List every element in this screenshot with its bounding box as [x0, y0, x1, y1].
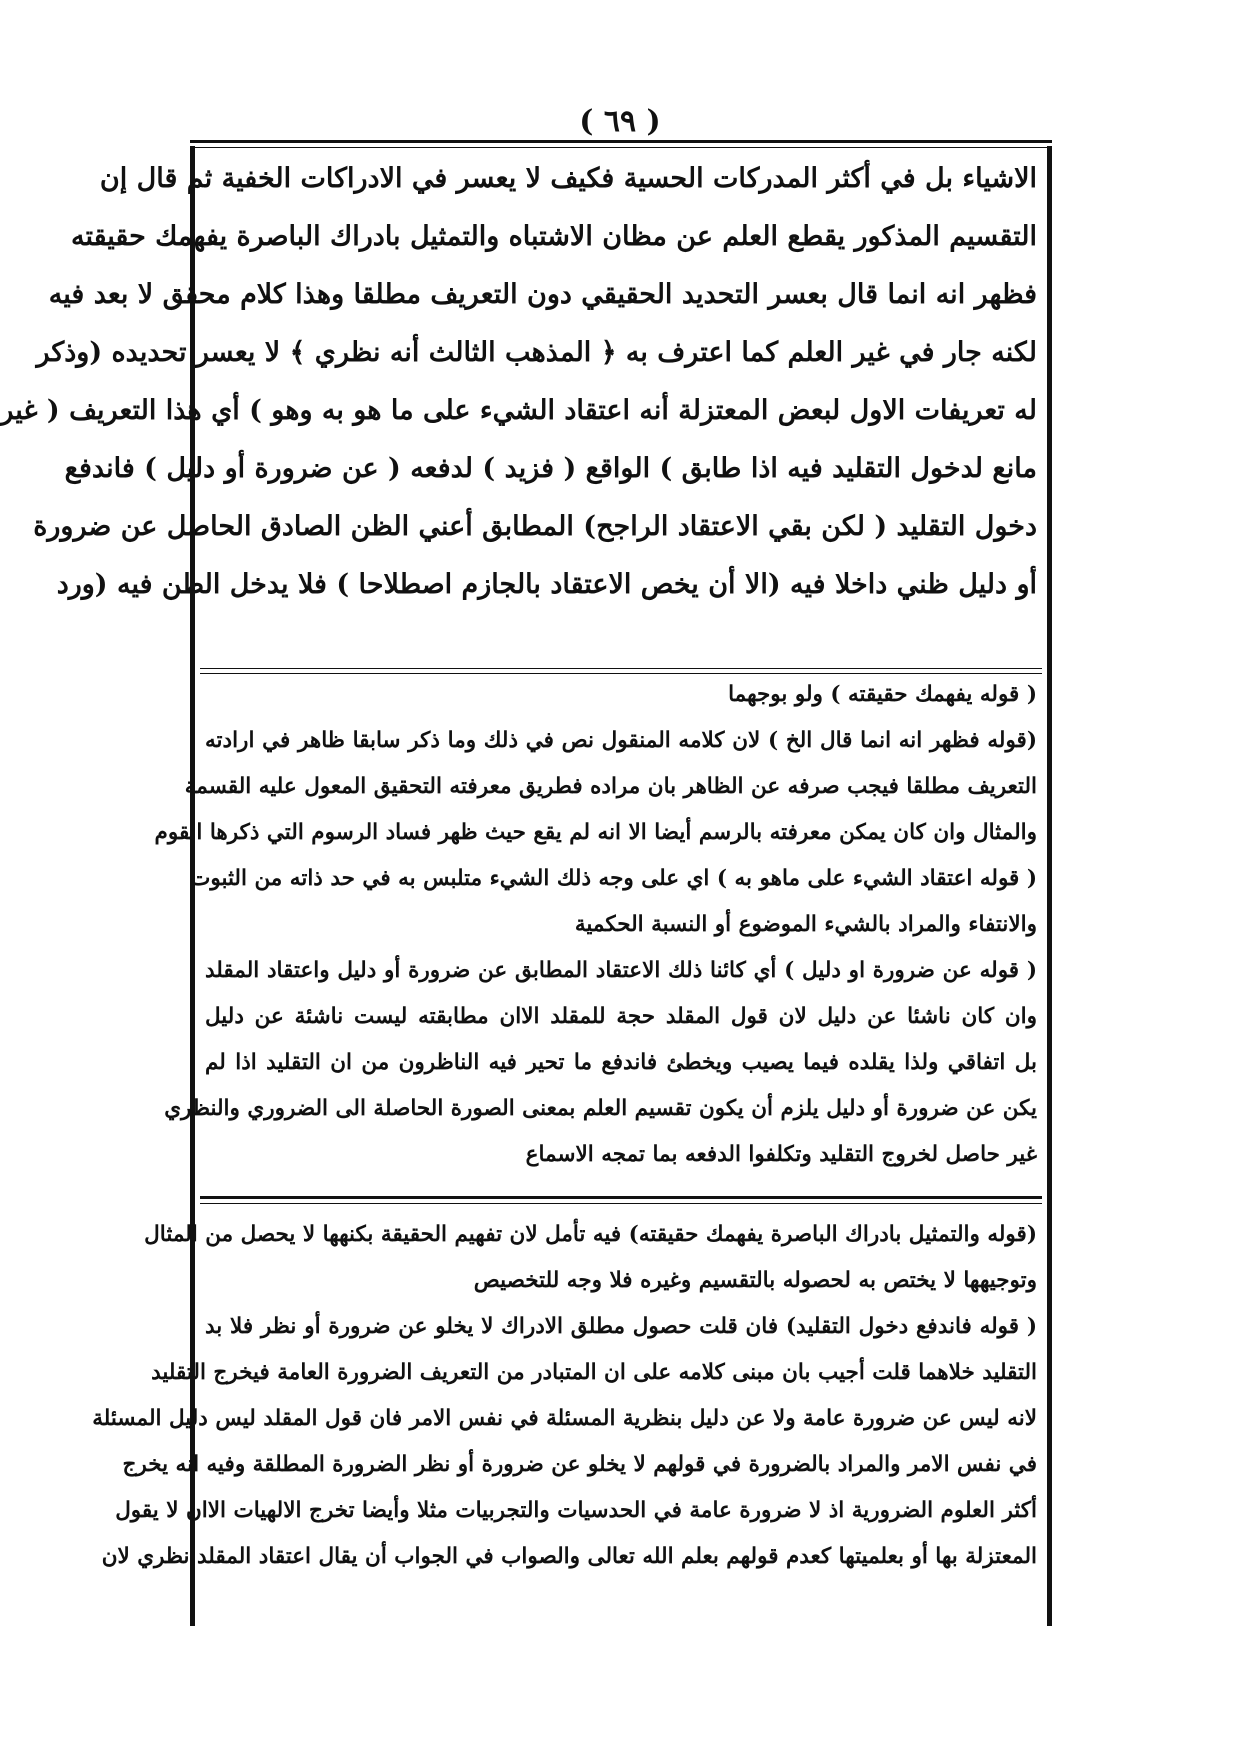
- main-line: التقسيم المذكور يقطع العلم عن مظان الاشتباه والتمثيل بادراك الباصرة يفهمك حقيقته: [70, 221, 1037, 252]
- page-number: ( ٦٩ ): [579, 104, 661, 139]
- footnote-line: بل اتفاقي ولذا يقلده فيما يصيب ويخطئ فاندفع ما تحير فيه الناظرون من ان التقليد اذا لم: [205, 1050, 1037, 1075]
- main-text: [0, 150, 1037, 614]
- footnote-line: ( قوله اعتقاد الشيء على ماهو به ) اي على وجه ذلك الشيء متلبس به في حد ذاته من الثبوت: [190, 866, 1037, 891]
- section-divider-2: [200, 1196, 1042, 1199]
- main-line: أو دليل ظني داخلا فيه (الا أن يخص الاعتقاد بالجازم اصطلاحا ) فلا يدخل الظن فيه (ورد: [56, 569, 1037, 600]
- section-divider-2-inner: [200, 1203, 1042, 1204]
- main-line: الاشياء بل في أكثر المدركات الحسية فكيف لا يعسر في الادراكات الخفية ثم قال إن: [99, 163, 1037, 194]
- footnote-line: ( قوله يفهمك حقيقته ) ولو بوجهما: [728, 682, 1037, 707]
- footnote-line: لانه ليس عن ضرورة عامة ولا عن دليل بنظرية المسئلة في نفس الامر فان قول المقلد ليس دليل المسئلة: [92, 1406, 1037, 1431]
- footnote-line: والانتفاء والمراد بالشيء الموضوع أو النسبة الحكمية: [574, 912, 1037, 937]
- main-line: فظهر انه انما قال بعسر التحديد الحقيقي دون التعريف مطلقا وهذا كلام محقق لا بعد فيه: [48, 279, 1037, 310]
- main-line: له تعريفات الاول لبعض المعتزلة أنه اعتقاد الشيء على ما هو به وهو ) أي هذا التعريف ( غير: [0, 395, 1037, 426]
- footnote-line: (قوله فظهر انه انما قال الخ ) لان كلامه المنقول نص في ذلك وما ذكر سابقا ظاهر في ارادته: [205, 728, 1037, 753]
- footnote-line: يكن عن ضرورة أو دليل يلزم أن يكون تقسيم العلم بمعنى الصورة الحاصلة الى الضروري والنظري: [164, 1096, 1037, 1121]
- footnote-line: ( قوله فاندفع دخول التقليد) فان قلت حصول مطلق الادراك لا يخلو عن ضرورة أو نظر فلا بد: [205, 1314, 1037, 1339]
- footnote-line: وان كان ناشئا عن دليل لان قول المقلد حجة للمقلد الاان مطابقته ليست ناشئة عن دليل: [205, 1004, 1037, 1029]
- footnote-line: (قوله والتمثيل بادراك الباصرة يفهمك حقيقته) فيه تأمل لان تفهيم الحقيقة بكنهها لا يحصل من المثال: [144, 1222, 1037, 1247]
- footnote-line: غير حاصل لخروج التقليد وتكلفوا الدفعه بما تمجه الاسماع: [525, 1142, 1037, 1167]
- footnote-line: ( قوله عن ضرورة او دليل ) أي كائنا ذلك الاعتقاد المطابق عن ضرورة أو دليل واعتقاد المقلد: [205, 958, 1037, 983]
- footnote-line: التعريف مطلقا فيجب صرفه عن الظاهر بان مراده فطريق معرفته التحقيق المعول عليه القسمة: [184, 774, 1037, 799]
- footnote-line: المعتزلة بها أو بعلميتها كعدم قولهم بعلم الله تعالى والصواب في الجواب أن يقال اعتقاد المقلد نظري لان: [101, 1544, 1037, 1569]
- footnote-line: والمثال وان كان يمكن معرفته بالرسم أيضا الا انه لم يقع حيث ظهر فساد الرسوم التي ذكرها القوم: [154, 820, 1037, 845]
- footnotes-section-1: [154, 672, 1037, 1178]
- footnote-line: التقليد خلاهما قلت أجيب بان مبنى كلامه على ان المتبادر من التعريف الضرورة العامة فيخرج التقليد: [151, 1360, 1037, 1385]
- footnote-line: في نفس الامر والمراد بالضرورة في قولهم لا يخلو عن ضرورة أو نظر الضرورة المطلقة وفيه انه يخرج: [122, 1452, 1037, 1477]
- footnote-line: أكثر العلوم الضرورية اذ لا ضرورة عامة في الحدسيات والتجربيات مثلا وأيضا تخرج الالهيات الاان لا يقول: [115, 1498, 1037, 1523]
- main-line: لكنه جار في غير العلم كما اعترف به ﴿ المذهب الثالث أنه نظري ﴾ لا يعسر تحديده (وذكر: [36, 337, 1037, 368]
- footnotes-section-2: [92, 1212, 1037, 1580]
- frame-top-rule: [190, 140, 1052, 143]
- main-line: مانع لدخول التقليد فيه اذا طابق ) الواقع ( فزيد ) لدفعه ( عن ضرورة أو دليل ) فاندفع: [64, 453, 1037, 484]
- footnote-line: وتوجيهها لا يختص به لحصوله بالتقسيم وغيره فلا وجه للتخصيص: [473, 1268, 1037, 1293]
- main-line: دخول التقليد ( لكن بقي الاعتقاد الراجح) المطابق أعني الظن الصادق الحاصل عن ضرورة: [33, 511, 1037, 542]
